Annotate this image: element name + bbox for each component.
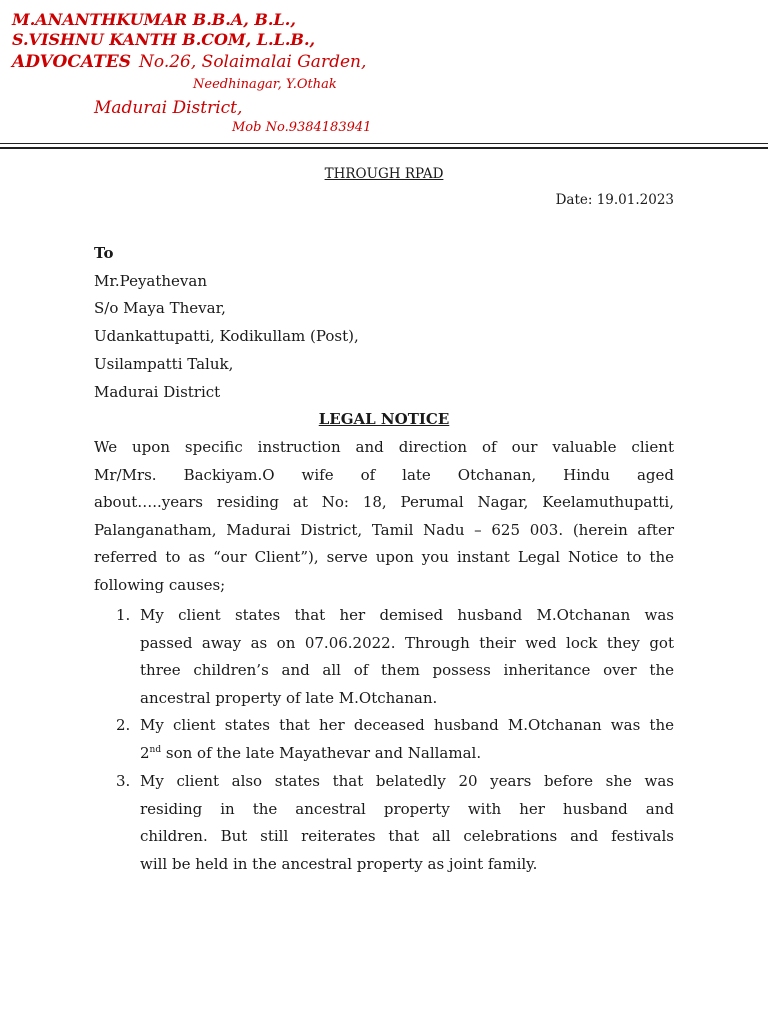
- letterhead-line-2: S.VISHNU KANTH B.COM, L.L.B.,: [12, 30, 316, 49]
- point-line: My client states that her deceased husband M.Otchanan was the: [140, 716, 674, 734]
- point-line: three children’s and all of them possess inheritance over the: [140, 661, 674, 679]
- district-line: Madurai District,: [94, 98, 243, 118]
- mobile-number: Mob No.9384183941: [232, 120, 372, 135]
- paragraph-line: Mr/Mrs. Backiyam.O wife of late Otchanan, Hindu aged: [94, 465, 674, 484]
- recipient-line: Usilampatti Taluk,: [94, 355, 234, 373]
- paragraph-line: We upon specific instruction and direction of our valuable client: [94, 438, 674, 456]
- point-line: children. But still reiterates that all celebrations and festivals: [140, 827, 674, 845]
- point-line: will be held in the ancestral property as joint family.: [140, 854, 538, 873]
- legal-notice-title: LEGAL NOTICE: [318, 410, 450, 428]
- paragraph-line: about…..years residing at No: 18, Perumal Nagar, Keelamuthupatti,: [94, 493, 674, 511]
- notice-date: Date: 19.01.2023: [555, 192, 674, 208]
- address-line-2: Needhinagar, Y.Othak: [193, 77, 337, 92]
- recipient-line: Madurai District: [94, 383, 221, 401]
- paragraph-line: referred to as “our Client”), serve upon you instant Legal Notice to the: [94, 548, 674, 566]
- recipient-line: S/o Maya Thevar,: [94, 299, 226, 317]
- recipient-line: Udankattupatti, Kodikullam (Post),: [94, 327, 359, 345]
- point-line: My client also states that belatedly 20 years before she was: [140, 772, 674, 790]
- ordinal-suffix: nd: [149, 744, 162, 755]
- point-number: 2.: [116, 716, 131, 734]
- letterhead-line-3: [12, 52, 366, 72]
- header-rule-thin: [0, 143, 768, 144]
- paragraph-line: Palanganatham, Madurai District, Tamil Nadu – 625 003. (herein after: [94, 520, 674, 539]
- point-line-rest: son of the late Mayathevar and Nallamal.: [161, 743, 482, 762]
- advocates-label: ADVOCATES: [12, 52, 132, 72]
- point-line: passed away as on 07.06.2022. Through their wed lock they got: [140, 633, 674, 652]
- delivery-mode: THROUGH RPAD: [324, 166, 444, 182]
- point-number: 3.: [116, 772, 131, 790]
- to-label: To: [94, 244, 114, 262]
- recipient-name: Mr.Peyathevan: [94, 272, 208, 290]
- ordinal-number: 2: [140, 743, 150, 762]
- paragraph-line: following causes;: [94, 575, 226, 594]
- point-line: residing in the ancestral property with her husband and: [140, 799, 674, 818]
- point-line: My client states that her demised husband M.Otchanan was: [140, 606, 674, 624]
- address-line-1: No.26, Solaimalai Garden,: [139, 52, 367, 72]
- letterhead-line-1: M.ANANTHKUMAR B.B.A, B.L.,: [12, 10, 296, 29]
- intro-paragraph: [94, 434, 674, 599]
- point-line: [140, 740, 674, 768]
- header-rule-thick: [0, 147, 768, 149]
- point-line: ancestral property of late M.Otchanan.: [140, 688, 438, 707]
- point-number: 1.: [116, 606, 131, 624]
